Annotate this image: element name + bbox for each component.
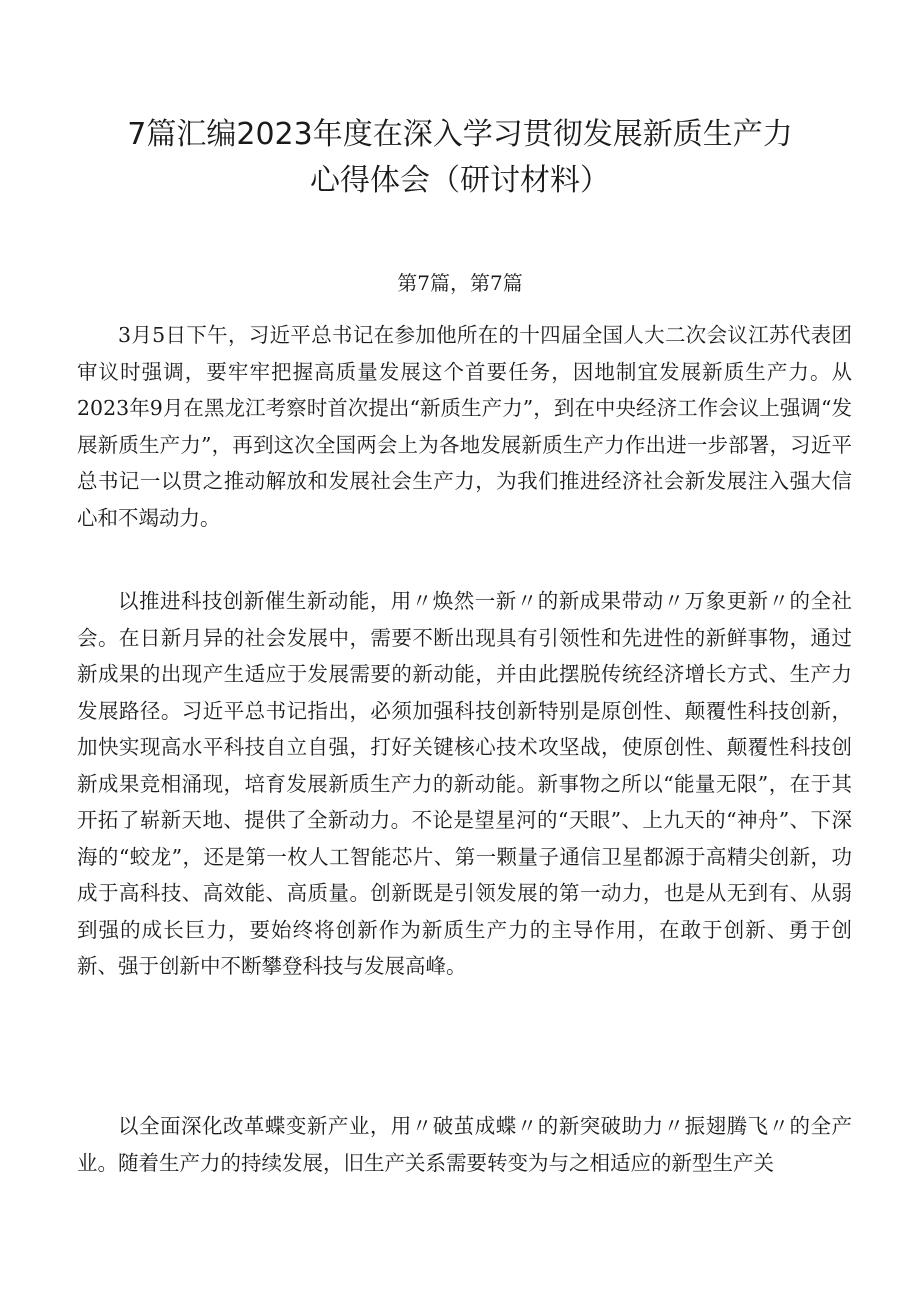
paragraph-3: 以全面深化改革蝶变新产业，用〃破茧成蝶〃的新突破助力〃振翅腾飞〃的全产业。随着生产力的持续发展，旧生产关系需要转变为与之相适应的新型生产关: [77, 1114, 852, 1175]
section-heading: 第7篇，第7篇: [397, 271, 523, 295]
document-title-line-2: 心得体会（研讨材料）: [310, 163, 610, 198]
paragraph-1: 3月5日下午，习近平总书记在参加他所在的十四届全国人大二次会议江苏代表团审议时强调，要牢牢把握高质量发展这个首要任务，因地制宜发展新质生产力。从2023年9月在黑龙江考察时首次提出“新质生产力”，到在中央经济工作会议上强调“发展新质生产力”，再到这次全国两会上为各地发展新质生产力作出进一步部署，习近平总书记一以贯之推动解放和发展社会生产力，为我们推进经济社会新发展注入强大信心和不竭动力。: [77, 323, 852, 530]
paragraph-2: 以推进科技创新催生新动能，用〃焕然一新〃的新成果带动〃万象更新〃的全社会。在日新月异的社会发展中，需要不断出现具有引领性和先进性的新鲜事物，通过新成果的出现产生适应于发展需要的新动能，并由此摆脱传统经济增长方式、生产力发展路径。习近平总书记指出，必须加强科技创新特别是原创性、颠覆性科技创新，加快实现高水平科技自立自强，打好关键核心技术攻坚战，使原创性、颠覆性科技创新成果竞相涌现，培育发展新质生产力的新动能。新事物之所以“能量无限”，在于其开拓了崭新天地、提供了全新动力。不论是望星河的“天眼”、上九天的“神舟”、下深海的“蛟龙”，还是第一枚人工智能芯片、第一颗量子通信卫星都源于高精尖创新，功成于高科技、高效能、高质量。创新既是引领发展的第一动力，也是从无到有、从弱到强的成长巨力，要始终将创新作为新质生产力的主导作用，在敢于创新、勇于创新、强于创新中不断攀登科技与发展高峰。: [77, 589, 852, 978]
document-title-line-1: 7篇汇编2023年度在深入学习贯彻发展新质生产力: [127, 117, 793, 152]
